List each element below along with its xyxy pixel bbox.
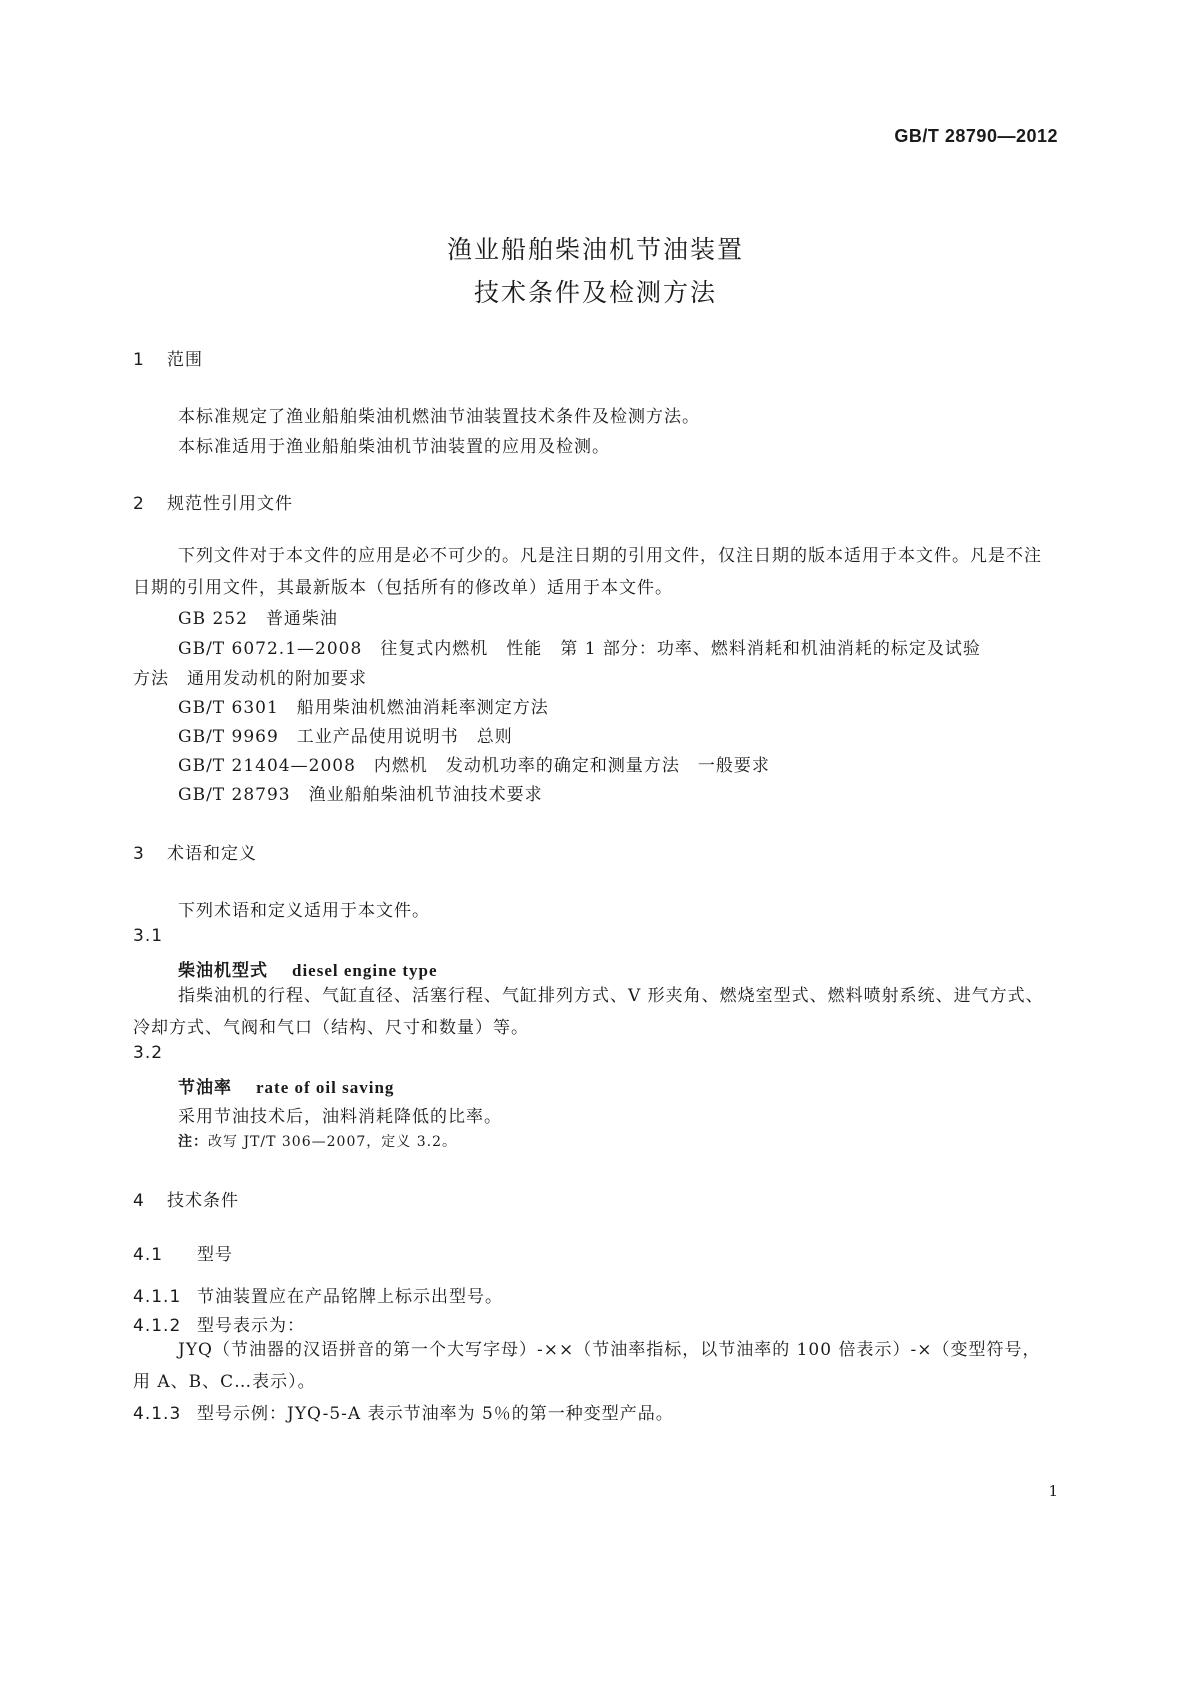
section-1-para-1: 本标准规定了渔业船舶柴油机燃油节油装置技术条件及检测方法。 bbox=[178, 407, 700, 427]
note-label: 注： bbox=[178, 1134, 208, 1150]
section-4-heading bbox=[133, 1186, 239, 1211]
section-2-heading bbox=[133, 489, 293, 514]
document-title-line1: 渔业船舶柴油机节油装置 bbox=[446, 235, 744, 264]
section-title: 范围 bbox=[167, 350, 203, 370]
clause-4-1-2-detail: JYQ（节油器的汉语拼音的第一个大写字母）-××（节油率指标，以节油率的 100 倍表示）-×（变型符号，用 A、B、C…表示）。 bbox=[133, 1340, 1041, 1392]
clause-4-1-2 bbox=[133, 1311, 305, 1336]
term-3-2-definition: 采用节油技术后，油料消耗降低的比率。 bbox=[178, 1107, 502, 1127]
term-3-1 bbox=[178, 956, 438, 981]
subsection-number: 4.1 bbox=[133, 1245, 164, 1265]
term-3-1-definition: 指柴油机的行程、气缸直径、活塞行程、气缸排列方式、V 形夹角、燃烧室型式、燃料喷射系统、进气方式、冷却方式、气阀和气口（结构、尺寸和数量）等。 bbox=[133, 986, 1044, 1038]
section-title: 技术条件 bbox=[167, 1191, 239, 1211]
section-number: 1 bbox=[133, 350, 145, 370]
reference-item: GB/T 9969 工业产品使用说明书 总则 bbox=[178, 727, 513, 747]
section-2-intro: 下列文件对于本文件的应用是必不可少的。凡是注日期的引用文件，仅注日期的版本适用于本文件。凡是不注日期的引用文件，其最新版本（包括所有的修改单）适用于本文件。 bbox=[133, 546, 1042, 598]
term-number: 3.2 bbox=[133, 1043, 164, 1063]
section-1-para-2: 本标准适用于渔业船舶柴油机节油装置的应用及检测。 bbox=[178, 437, 610, 457]
term-3-2-note bbox=[178, 1131, 457, 1151]
clause-number: 4.1.3 bbox=[133, 1404, 182, 1424]
clause-4-1-3 bbox=[133, 1399, 674, 1424]
note-text: 改写 JT/T 306—2007，定义 3.2。 bbox=[208, 1134, 457, 1150]
term-english: rate of oil saving bbox=[256, 1078, 395, 1097]
term-number: 3.1 bbox=[133, 926, 164, 946]
reference-item: GB/T 6301 船用柴油机燃油消耗率测定方法 bbox=[178, 698, 549, 718]
section-number: 3 bbox=[133, 844, 145, 864]
term-chinese: 节油率 bbox=[178, 1078, 232, 1098]
reference-item-continuation: 方法 通用发动机的附加要求 bbox=[133, 669, 367, 689]
section-title: 规范性引用文件 bbox=[167, 494, 293, 514]
term-chinese: 柴油机型式 bbox=[178, 961, 268, 981]
reference-item: GB/T 6072.1—2008 往复式内燃机 性能 第 1 部分：功率、燃料消耗和机油消耗的标定及试验 bbox=[178, 639, 981, 659]
page-number: 1 bbox=[1048, 1482, 1058, 1500]
reference-item: GB 252 普通柴油 bbox=[178, 609, 338, 629]
standard-code: GB/T 28790—2012 bbox=[894, 126, 1058, 146]
clause-text: 型号示例：JYQ-5-A 表示节油率为 5％的第一种变型产品。 bbox=[197, 1404, 674, 1424]
document-title-line2: 技术条件及检测方法 bbox=[473, 278, 717, 307]
clause-number: 4.1.1 bbox=[133, 1287, 182, 1307]
reference-item: GB/T 21404—2008 内燃机 发动机功率的确定和测量方法 一般要求 bbox=[178, 756, 770, 776]
section-3-heading bbox=[133, 839, 257, 864]
clause-text: 节油装置应在产品铭牌上标示出型号。 bbox=[197, 1287, 503, 1307]
term-english: diesel engine type bbox=[292, 961, 438, 980]
subsection-4-1-heading bbox=[133, 1240, 233, 1265]
section-3-intro: 下列术语和定义适用于本文件。 bbox=[178, 901, 430, 921]
section-number: 2 bbox=[133, 494, 145, 514]
clause-number: 4.1.2 bbox=[133, 1316, 182, 1336]
section-title: 术语和定义 bbox=[167, 844, 257, 864]
term-3-2 bbox=[178, 1073, 394, 1098]
section-number: 4 bbox=[133, 1191, 145, 1211]
clause-text: 型号表示为： bbox=[197, 1316, 305, 1336]
clause-4-1-1 bbox=[133, 1282, 503, 1307]
reference-item: GB/T 28793 渔业船舶柴油机节油技术要求 bbox=[178, 785, 543, 805]
section-1-heading bbox=[133, 345, 203, 370]
subsection-title: 型号 bbox=[197, 1245, 233, 1265]
